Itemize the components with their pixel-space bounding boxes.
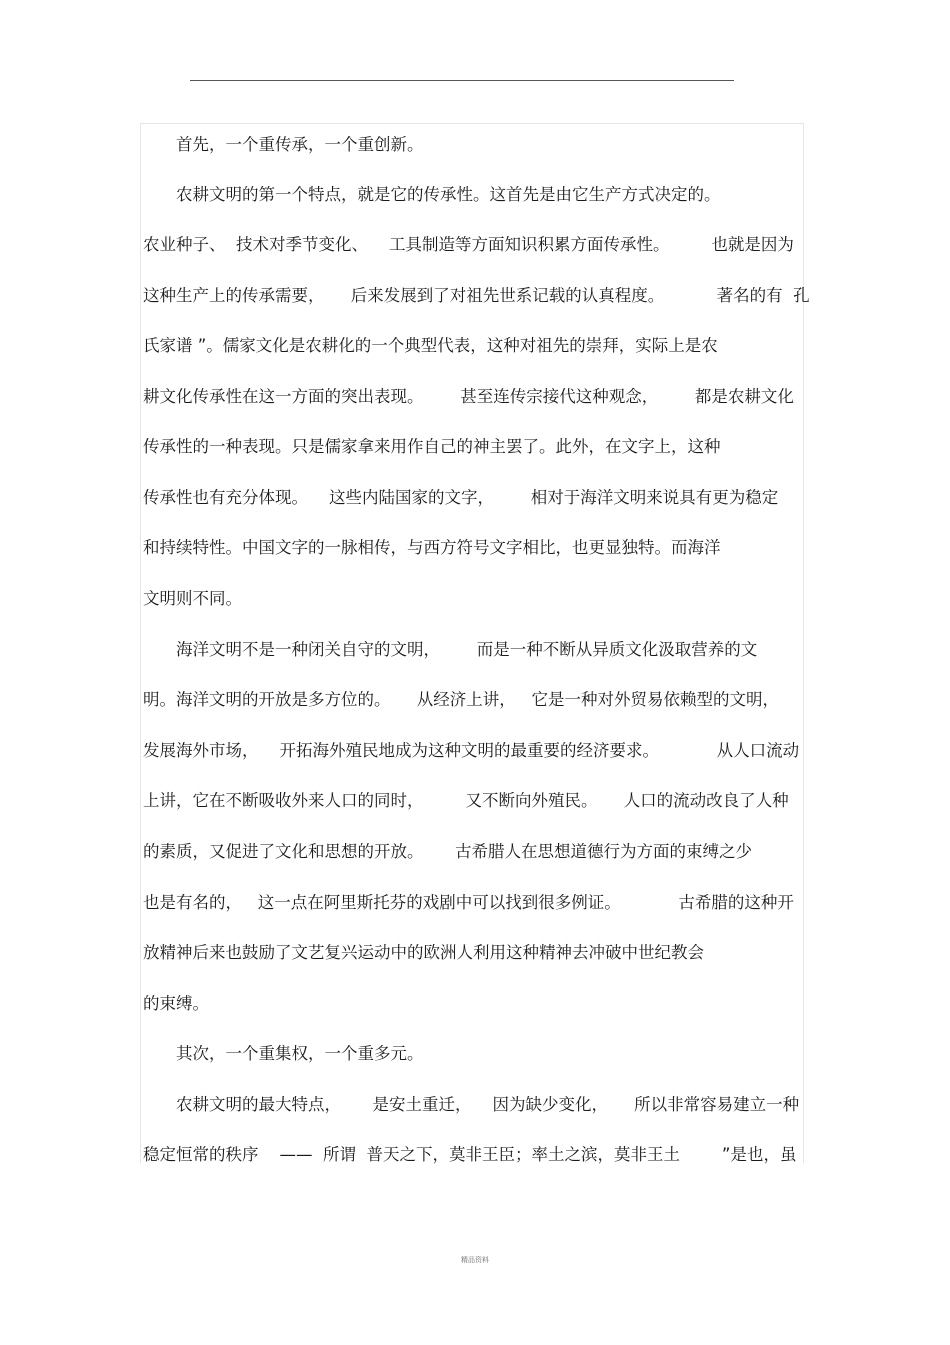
text-line: 农耕文明的第一个特点，就是它的传承性。这首先是由它生产方式决定的。 xyxy=(143,185,721,204)
text-line: 明。海洋文明的开放是多方位的。 从经济上讲， 它是一种对外贸易依赖型的文明， xyxy=(143,690,779,709)
text-line: 首先，一个重传承，一个重创新。 xyxy=(143,135,424,154)
text-line: 和持续特性。中国文字的一脉相传，与西方符号文字相比，也更显独特。而海洋 xyxy=(143,538,721,557)
text-line: 这种生产上的传承需要， 后来发展到了对祖先世系记载的认真程度。 著名的有 孔 xyxy=(143,286,810,305)
text-line: 传承性也有充分体现。 这些内陆国家的文字， 相对于海洋文明来说具有更为稳定 xyxy=(143,488,779,507)
header-rule xyxy=(190,80,734,81)
text-line: 上讲，它在不断吸收外来人口的同时， 又不断向外殖民。 人口的流动改良了人种 xyxy=(143,791,789,810)
text-line: 农业种子、 技术对季节变化、 工具制造等方面知识积累方面传承性。 也就是因为 xyxy=(143,235,794,254)
footer-note: 精品资料 xyxy=(461,1256,489,1264)
text-line: 氏家谱 ”。儒家文化是农耕化的一个典型代表，这种对祖先的崇拜，实际上是农 xyxy=(143,336,718,355)
text-line: 稳定恒常的秩序 —— 所谓 普天之下，莫非王臣；率土之滨，莫非王土 ”是也，虽 xyxy=(143,1145,797,1164)
text-line: 也是有名的， 这一点在阿里斯托芬的戏剧中可以找到很多例证。 古希腊的这种开 xyxy=(143,893,794,912)
text-line: 农耕文明的最大特点， 是安土重迁， 因为缺少变化， 所以非常容易建立一种 xyxy=(143,1095,800,1114)
text-line: 发展海外市场， 开拓海外殖民地成为这种文明的最重要的经济要求。 从人口流动 xyxy=(143,741,800,760)
text-line: 耕文化传承性在这一方面的突出表现。 甚至连传宗接代这种观念， 都是农耕文化 xyxy=(143,387,794,406)
text-line: 传承性的一种表现。只是儒家拿来用作自己的神主罢了。此外，在文字上，这种 xyxy=(143,437,721,456)
text-line: 的束缚。 xyxy=(143,994,209,1013)
text-line: 放精神后来也鼓励了文艺复兴运动中的欧洲人利用这种精神去冲破中世纪教会 xyxy=(143,943,704,962)
text-line: 其次，一个重集权，一个重多元。 xyxy=(143,1044,424,1063)
text-line: 海洋文明不是一种闭关自守的文明， 而是一种不断从异质文化汲取营养的文 xyxy=(143,640,758,659)
text-line: 的素质，又促进了文化和思想的开放。 古希腊人在思想道德行为方面的束缚之少 xyxy=(143,842,752,861)
text-line: 文明则不同。 xyxy=(143,589,242,608)
